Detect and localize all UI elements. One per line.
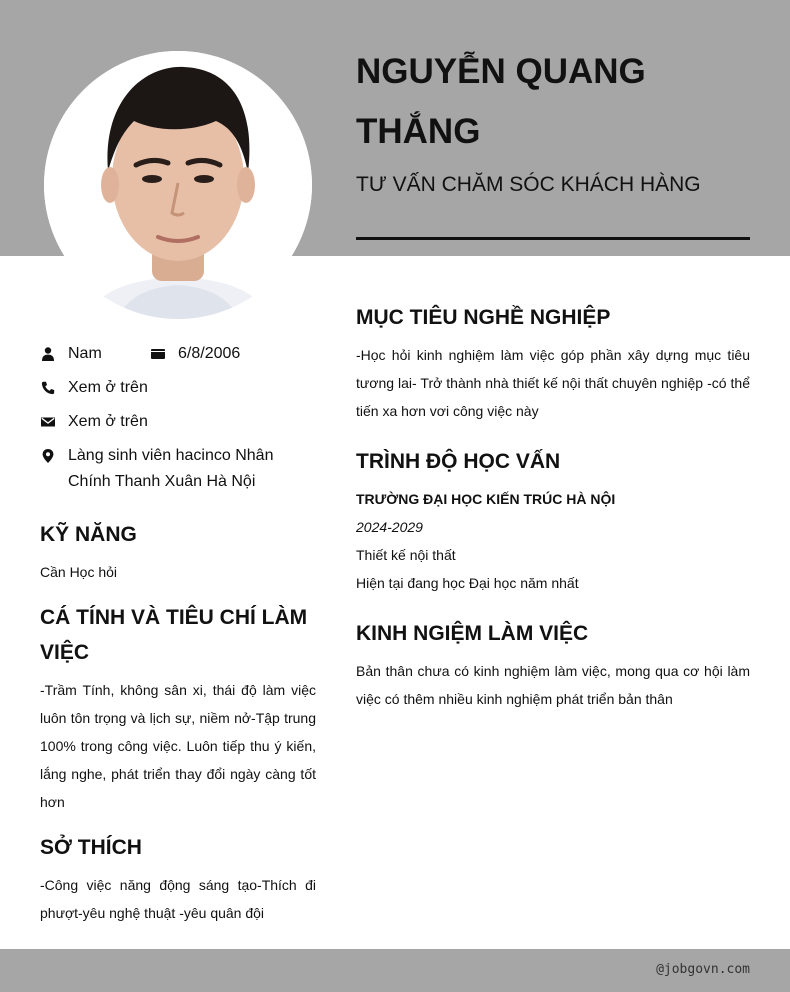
phone-icon: [40, 375, 56, 401]
candidate-name: NGUYỄN QUANG THẮNG: [356, 52, 646, 151]
email-row: [40, 409, 148, 435]
gender-value: Nam: [68, 345, 102, 362]
skills-heading: KỸ NĂNG: [40, 523, 137, 546]
profile-photo: [44, 51, 312, 319]
education-major: Thiết kế nội thất: [356, 547, 456, 563]
phone-row: [40, 375, 148, 401]
email-value: Xem ở trên: [68, 413, 148, 430]
experience-heading: KINH NGIỆM LÀM VIỆC: [356, 622, 589, 645]
footer-band: [0, 949, 790, 992]
personality-heading: CÁ TÍNH VÀ TIÊU CHÍ LÀM VIỆC: [40, 606, 308, 664]
birthday-row: [150, 341, 240, 367]
skills-text: Cần Học hỏi: [40, 564, 118, 580]
hobbies-heading: SỞ THÍCH: [40, 836, 142, 859]
footer-watermark: @jobgovn.com: [656, 962, 750, 977]
envelope-icon: [40, 409, 56, 435]
person-icon: [40, 341, 56, 367]
job-title: TƯ VẤN CHĂM SÓC KHÁCH HÀNG: [356, 173, 701, 196]
objective-heading: MỤC TIÊU NGHỀ NGHIỆP: [356, 306, 611, 329]
gender-row: [40, 341, 102, 367]
birthday-value: 6/8/2006: [178, 345, 241, 362]
education-status: Hiện tại đang học Đại học năm nhất: [356, 575, 579, 591]
education-heading: TRÌNH ĐỘ HỌC VẤN: [356, 450, 561, 473]
calendar-icon: [150, 341, 166, 367]
experience-text: Bản thân chưa có kinh nghiệm làm việc, mong qua cơ hội làm việc có thêm nhiều kinh nghiệm phát triển bản thân: [356, 663, 750, 707]
personality-text: -Trầm Tính, không sân xi, thái độ làm việc luôn tôn trọng và lịch sự, niềm nở-Tập trung 100% trong công việc. Luôn tiếp thu ý kiến, lắng nghe, phát triển thay đổi ngày càng tốt hơn: [40, 682, 316, 810]
phone-value: Xem ở trên: [68, 379, 148, 396]
map-pin-icon: [40, 443, 56, 469]
education-school: TRƯỜNG ĐẠI HỌC KIẾN TRÚC HÀ NỘI: [356, 491, 616, 507]
education-period: 2024-2029: [356, 519, 423, 535]
address-row: [40, 443, 310, 495]
avatar: [44, 51, 312, 319]
address-value: Làng sinh viên hacinco Nhân Chính Thanh Xuân Hà Nội: [68, 447, 274, 490]
hobbies-text: -Công việc năng động sáng tạo-Thích đi phượt-yêu nghệ thuật -yêu quân đội: [40, 877, 316, 921]
title-divider: [356, 237, 750, 240]
objective-text: -Học hỏi kinh nghiệm làm việc góp phần xây dựng mục tiêu tương lai- Trở thành nhà thiết kế nội thất chuyên nghiệp -có thể tiến xa hơn vơi công việc này: [356, 347, 750, 419]
